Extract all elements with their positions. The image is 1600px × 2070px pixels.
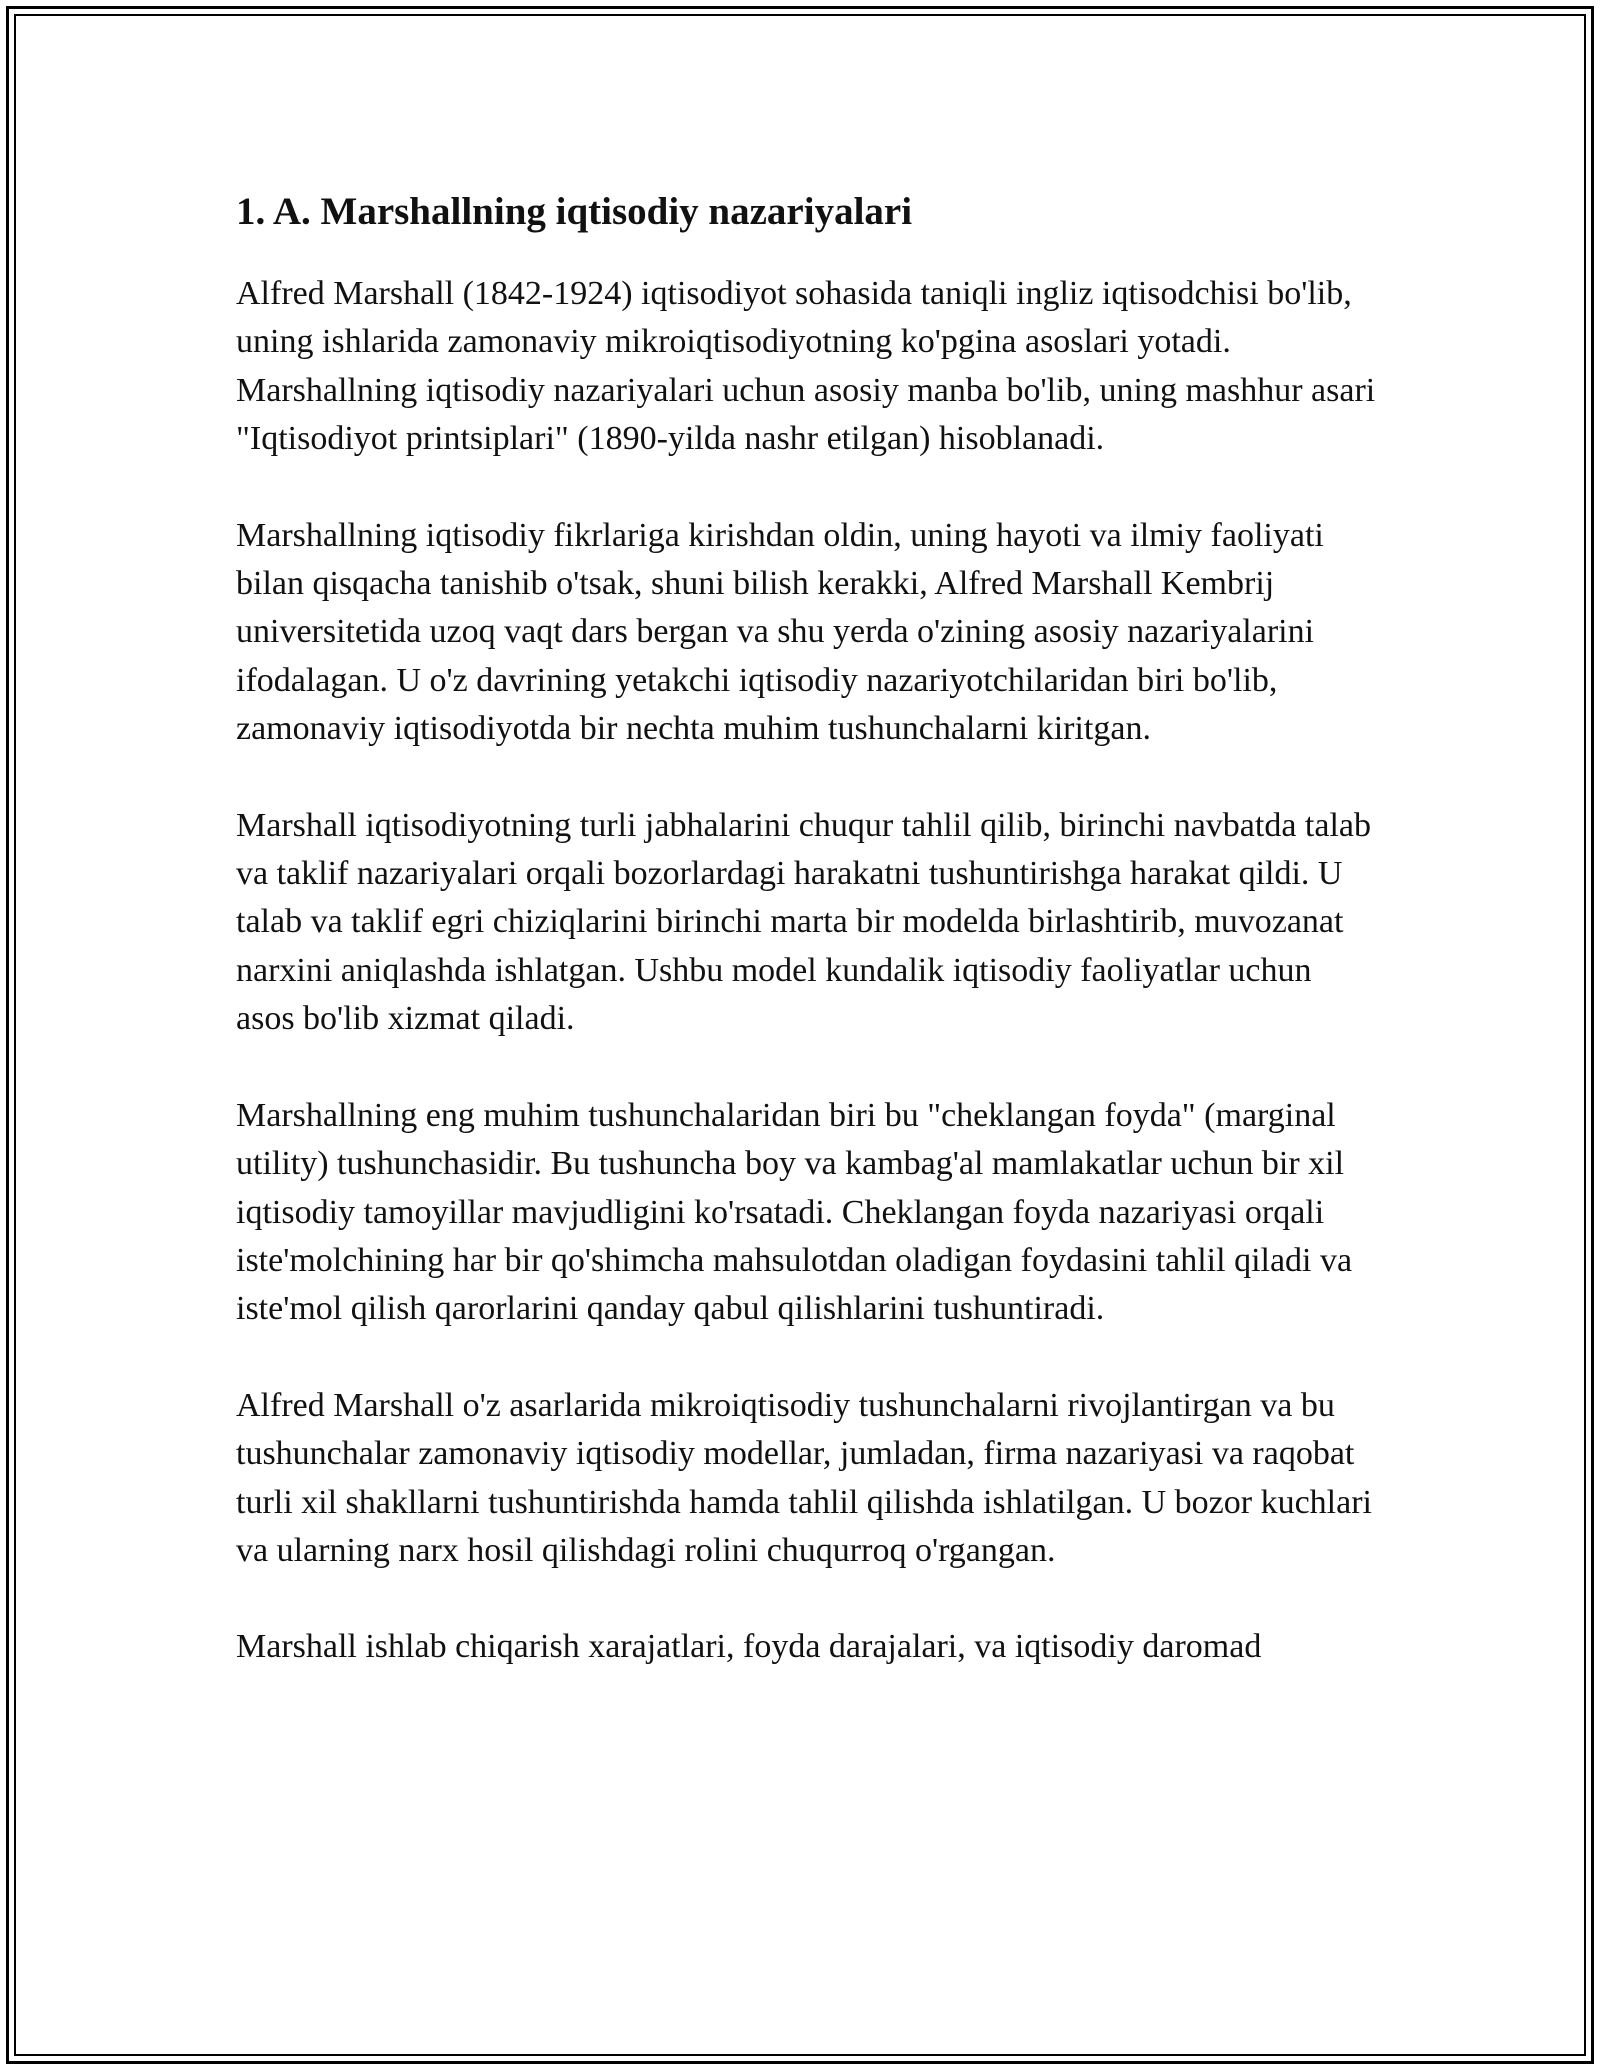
paragraph-intro: Alfred Marshall (1842-1924) iqtisodiyot sohasida taniqli ingliz iqtisodchisi bo'lib, uning ishlarida zamonaviy mikroiqtisodiyotning ko'pgina asoslari yotadi. Marshallning iqtisodiy nazariyalari uchun asosiy manba bo'lib, uning mashhur asari "Iqtisodiyot printsiplari" (1890-yilda nashr etilgan) hisoblanadi. bbox=[236, 275, 1376, 458]
document-page bbox=[236, 186, 1376, 1720]
paragraph-production-costs: Marshall ishlab chiqarish xarajatlari, foyda darajalari, va iqtisodiy daromad bbox=[236, 1628, 1262, 1666]
section-heading: 1. A. Marshallning iqtisodiy nazariyalari bbox=[236, 190, 913, 233]
paragraph-microeconomics: Alfred Marshall o'z asarlarida mikroiqtisodiy tushunchalarni rivojlantirgan va bu tushunchalar zamonaviy iqtisodiy modellar, jumladan, firma nazariyasi va raqobat turli xil shakllarni tushuntirishda hamda tahlil qilishda ishlatilgan. U bozor kuchlari va ularning narx hosil qilishdagi rolini chuqurroq o'rgangan. bbox=[236, 1386, 1372, 1569]
paragraph-marginal-utility: Marshallning eng muhim tushunchalaridan biri bu "cheklangan foyda" (marginal utility) tushunchasidir. Bu tushuncha boy va kambag'al mamlakatlar uchun bir xil iqtisodiy tamoyillar mavjudligini ko'rsatadi. Cheklangan foyda nazariyasi orqali iste'molchining har bir qo'shimcha mahsulotdan oladigan foydasini tahlil qiladi va iste'mol qilish qarorlarini qanday qabul qilishlarini tushuntiradi. bbox=[236, 1096, 1353, 1328]
paragraph-supply-demand: Marshall iqtisodiyotning turli jabhalarini chuqur tahlil qilib, birinchi navbatda talab va taklif nazariyalari orqali bozorlardagi harakatni tushuntirishga harakat qildi. U talab va taklif egri chiziqlarini birinchi marta bir modelda birlashtirib, muvozanat narxini aniqlashda ishlatgan. Ushbu model kundalik iqtisodiy faoliyatlar uchun asos bo'lib xizmat qiladi. bbox=[236, 806, 1371, 1038]
paragraph-biography: Marshallning iqtisodiy fikrlariga kirishdan oldin, uning hayoti va ilmiy faoliyati bilan qisqacha tanishib o'tsak, shuni bilish kerakki, Alfred Marshall Kembrij universitetida uzoq vaqt dars bergan va shu yerda o'zining asosiy nazariyalarini ifodalagan. U o'z davrining yetakchi iqtisodiy nazariyotchilaridan biri bo'lib, zamonaviy iqtisodiyotda bir nechta muhim tushunchalarni kiritgan. bbox=[236, 516, 1324, 748]
